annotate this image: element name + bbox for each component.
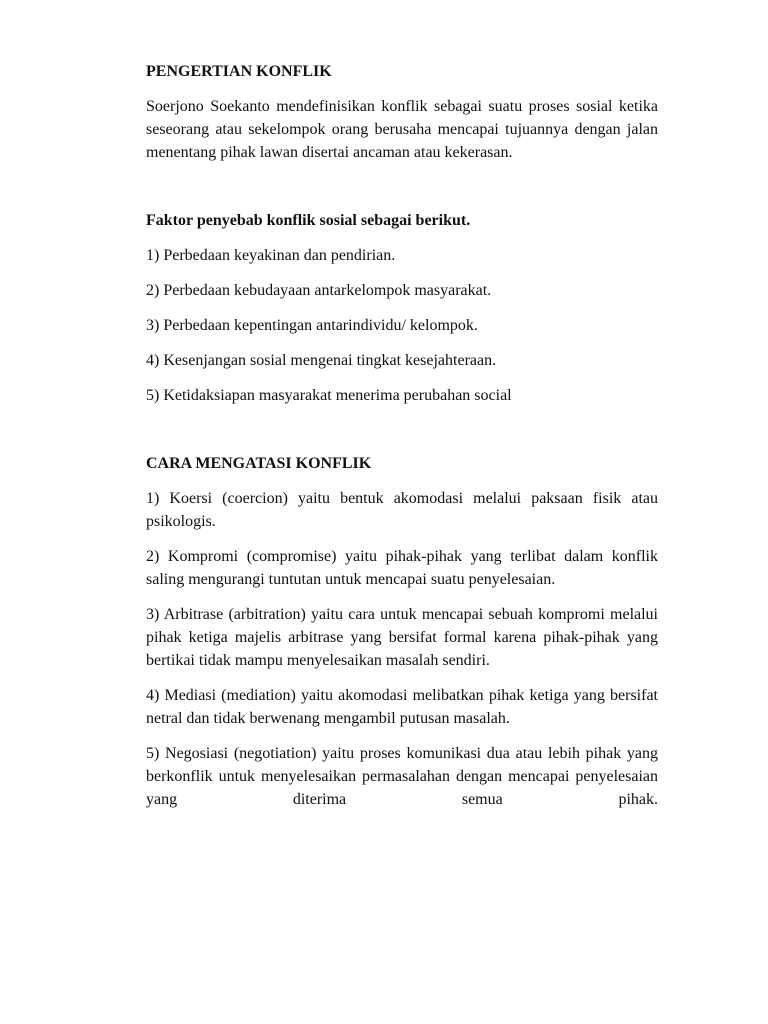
method-item: 5) Negosiasi (negotiation) yaitu proses komunikasi dua atau lebih pihak yang berkonflik untuk menyelesaikan permasalahan dengan mencapai penyelesaian yang diterima semua pihak.: [146, 745, 658, 808]
section-title-cara: CARA MENGATASI KONFLIK: [146, 455, 372, 472]
document-page: [146, 60, 658, 811]
factor-item: 4) Kesenjangan sosial mengenai tingkat kesejahteraan.: [146, 352, 497, 369]
factor-item: 3) Perbedaan kepentingan antarindividu/ kelompok.: [146, 317, 478, 334]
method-item: 2) Kompromi (compromise) yaitu pihak-pihak yang terlibat dalam konflik saling mengurangi tuntutan untuk mencapai suatu penyelesaian.: [146, 548, 658, 588]
definition-paragraph: Soerjono Soekanto mendefinisikan konflik sebagai suatu proses sosial ketika seseorang atau sekelompok orang berusaha mencapai tujuannya dengan jalan menentang pihak lawan disertai ancaman atau kekerasan.: [146, 98, 658, 161]
factor-item: 2) Perbedaan kebudayaan antarkelompok masyarakat.: [146, 282, 492, 299]
factor-item: 5) Ketidaksiapan masyarakat menerima perubahan social: [146, 387, 512, 404]
factors-title: Faktor penyebab konflik sosial sebagai berikut.: [146, 212, 471, 229]
method-item: 3) Arbitrase (arbitration) yaitu cara untuk mencapai sebuah kompromi melalui pihak ketiga majelis arbitrase yang bersifat formal karena pihak-pihak yang bertikai tidak mampu menyelesaikan masalah sendiri.: [146, 606, 658, 669]
factor-item: 1) Perbedaan keyakinan dan pendirian.: [146, 247, 396, 264]
section-title-pengertian: PENGERTIAN KONFLIK: [146, 63, 332, 80]
method-item: 1) Koersi (coercion) yaitu bentuk akomodasi melalui paksaan fisik atau psikologis.: [146, 490, 658, 530]
method-item: 4) Mediasi (mediation) yaitu akomodasi melibatkan pihak ketiga yang bersifat netral dan tidak berwenang mengambil putusan masalah.: [146, 687, 658, 727]
